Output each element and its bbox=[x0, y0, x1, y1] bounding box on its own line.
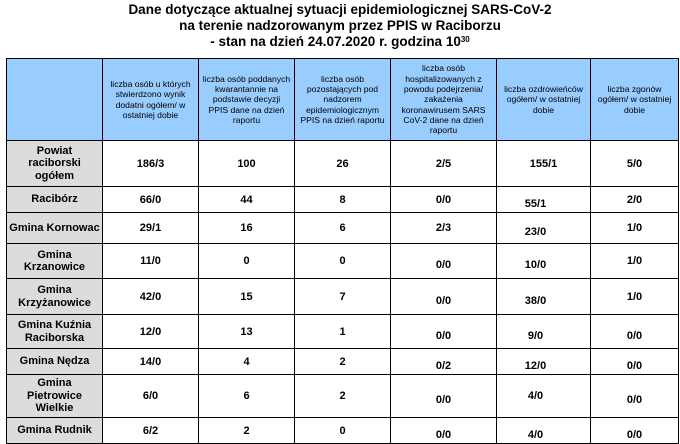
title-line-1: Dane dotyczące aktualnej sytuacji epidemiologicznej SARS-CoV-2 bbox=[128, 2, 552, 17]
row-label: Gmina Rudnik bbox=[7, 418, 103, 444]
table-cell: 8 bbox=[295, 187, 391, 213]
table-cell: 0 bbox=[199, 244, 295, 279]
table-cell bbox=[497, 213, 591, 244]
cell-value: 12/0 bbox=[524, 359, 547, 372]
table-cell: 44 bbox=[199, 187, 295, 213]
cell-value: 0/0 bbox=[435, 294, 452, 307]
row-label: Racibórz bbox=[7, 187, 103, 213]
row-label: Gmina Kuźnia Raciborska bbox=[7, 315, 103, 349]
cell-value: 0/0 bbox=[435, 428, 452, 441]
report-title bbox=[0, 2, 680, 50]
table-cell: 13 bbox=[199, 315, 295, 349]
table-row bbox=[7, 349, 679, 375]
cell-value: 0/0 bbox=[435, 394, 452, 406]
cell-value: 0/0 bbox=[626, 428, 643, 441]
cell-value: 4/0 bbox=[527, 390, 544, 402]
table-cell: 6/2 bbox=[103, 418, 199, 444]
table-cell bbox=[497, 375, 591, 418]
row-label: Gmina Kornowac bbox=[7, 213, 103, 244]
table-cell: 2 bbox=[295, 349, 391, 375]
table-cell: 1/0 bbox=[591, 213, 679, 244]
row-label: Gmina Krzyżanowice bbox=[7, 279, 103, 315]
table-cell: 2 bbox=[295, 375, 391, 418]
table-row bbox=[7, 213, 679, 244]
table-cell: 14/0 bbox=[103, 349, 199, 375]
table-cell: 2/5 bbox=[391, 141, 497, 187]
title-line-3 bbox=[0, 34, 680, 50]
cell-value: 9/0 bbox=[527, 329, 544, 342]
table-cell bbox=[391, 244, 497, 279]
table-row bbox=[7, 187, 679, 213]
table-cell: 2 bbox=[199, 418, 295, 444]
table-cell: 11/0 bbox=[103, 244, 199, 279]
table-cell: 1/0 bbox=[591, 244, 679, 279]
table-cell bbox=[591, 315, 679, 349]
table-row bbox=[7, 375, 679, 418]
table-cell: 6/0 bbox=[103, 375, 199, 418]
table-cell: 2/0 bbox=[591, 187, 679, 213]
table-cell: 100 bbox=[199, 141, 295, 187]
table-cell: 0 bbox=[295, 418, 391, 444]
table-cell bbox=[391, 418, 497, 444]
table-cell: 16 bbox=[199, 213, 295, 244]
cell-value: 0/0 bbox=[626, 394, 643, 406]
table-cell: 12/0 bbox=[103, 315, 199, 349]
table-cell: 6 bbox=[199, 375, 295, 418]
cell-value: 0/0 bbox=[626, 329, 643, 342]
cell-value: 38/0 bbox=[524, 294, 547, 307]
table-cell: 7 bbox=[295, 279, 391, 315]
row-label: Gmina Nędza bbox=[7, 349, 103, 375]
table-cell: 155/1 bbox=[497, 141, 591, 187]
row-label: Gmina Pietrowice Wielkie bbox=[7, 375, 103, 418]
column-header-deaths: liczba zgonów ogółem/ w ostatniej dobie bbox=[591, 59, 679, 141]
column-header-recovered: liczba ozdrowieńców ogółem/ w ostatniej dobie bbox=[497, 59, 591, 141]
table-cell: 5/0 bbox=[591, 141, 679, 187]
table-cell: 6 bbox=[295, 213, 391, 244]
column-header-hospitalized: liczba osób hospitalizowanych z powodu podejrzenia/ zakażenia koronawirusem SARS CoV-2 dane na dzień raportu bbox=[391, 59, 497, 141]
title-line-2: na terenie nadzorowanym przez PPIS w Raciborzu bbox=[179, 18, 501, 33]
table-cell: 29/1 bbox=[103, 213, 199, 244]
table-cell: 15 bbox=[199, 279, 295, 315]
table-cell bbox=[497, 349, 591, 375]
header-corner-cell bbox=[7, 59, 103, 141]
table-cell: 4 bbox=[199, 349, 295, 375]
table-row bbox=[7, 244, 679, 279]
table-cell: 0/0 bbox=[391, 187, 497, 213]
table-cell bbox=[497, 279, 591, 315]
cell-value: 4/0 bbox=[527, 428, 544, 441]
cell-value: 23/0 bbox=[524, 226, 547, 238]
table-cell: 2/3 bbox=[391, 213, 497, 244]
table-cell bbox=[591, 349, 679, 375]
column-header-positive-cases: liczba osób u których stwierdzono wynik dodatni ogółem/ w ostatniej dobie bbox=[103, 59, 199, 141]
table-cell bbox=[497, 244, 591, 279]
table-row bbox=[7, 141, 679, 187]
table-cell: 0 bbox=[295, 244, 391, 279]
table-row bbox=[7, 279, 679, 315]
table-row bbox=[7, 418, 679, 444]
title-line-3-text: - stan na dzień 24.07.2020 r. godzina 10 bbox=[210, 34, 461, 49]
cell-value: 0/0 bbox=[435, 329, 452, 342]
table-cell: 186/3 bbox=[103, 141, 199, 187]
title-time-minutes: 30 bbox=[460, 35, 470, 44]
table-cell bbox=[391, 279, 497, 315]
table-cell bbox=[591, 375, 679, 418]
cell-value: 0/0 bbox=[626, 359, 643, 372]
table-cell bbox=[391, 349, 497, 375]
table-cell bbox=[497, 187, 591, 213]
cell-value: 0/2 bbox=[435, 359, 452, 372]
table-cell bbox=[591, 418, 679, 444]
row-label: Gmina Krzanowice bbox=[7, 244, 103, 279]
table-cell: 26 bbox=[295, 141, 391, 187]
epidemiological-table bbox=[6, 58, 679, 444]
table-cell: 66/0 bbox=[103, 187, 199, 213]
column-header-supervision: liczba osób pozostających pod nadzorem epidemiologicznym PPIS na dzień raportu bbox=[295, 59, 391, 141]
table-cell bbox=[497, 315, 591, 349]
cell-value: 55/1 bbox=[524, 197, 547, 210]
table-cell bbox=[497, 418, 591, 444]
table-row bbox=[7, 315, 679, 349]
table-cell: 1 bbox=[295, 315, 391, 349]
cell-value: 10/0 bbox=[524, 259, 547, 271]
table-cell bbox=[391, 375, 497, 418]
table-cell bbox=[391, 315, 497, 349]
column-header-quarantine: liczba osób poddanych kwarantannie na podstawie decyzji PPIS dane na dzień raportu bbox=[199, 59, 295, 141]
table-cell: 42/0 bbox=[103, 279, 199, 315]
table-cell: 1/0 bbox=[591, 279, 679, 315]
cell-value: 0/0 bbox=[435, 259, 452, 271]
header-row bbox=[7, 59, 679, 141]
row-label: Powiat raciborski ogółem bbox=[7, 141, 103, 187]
